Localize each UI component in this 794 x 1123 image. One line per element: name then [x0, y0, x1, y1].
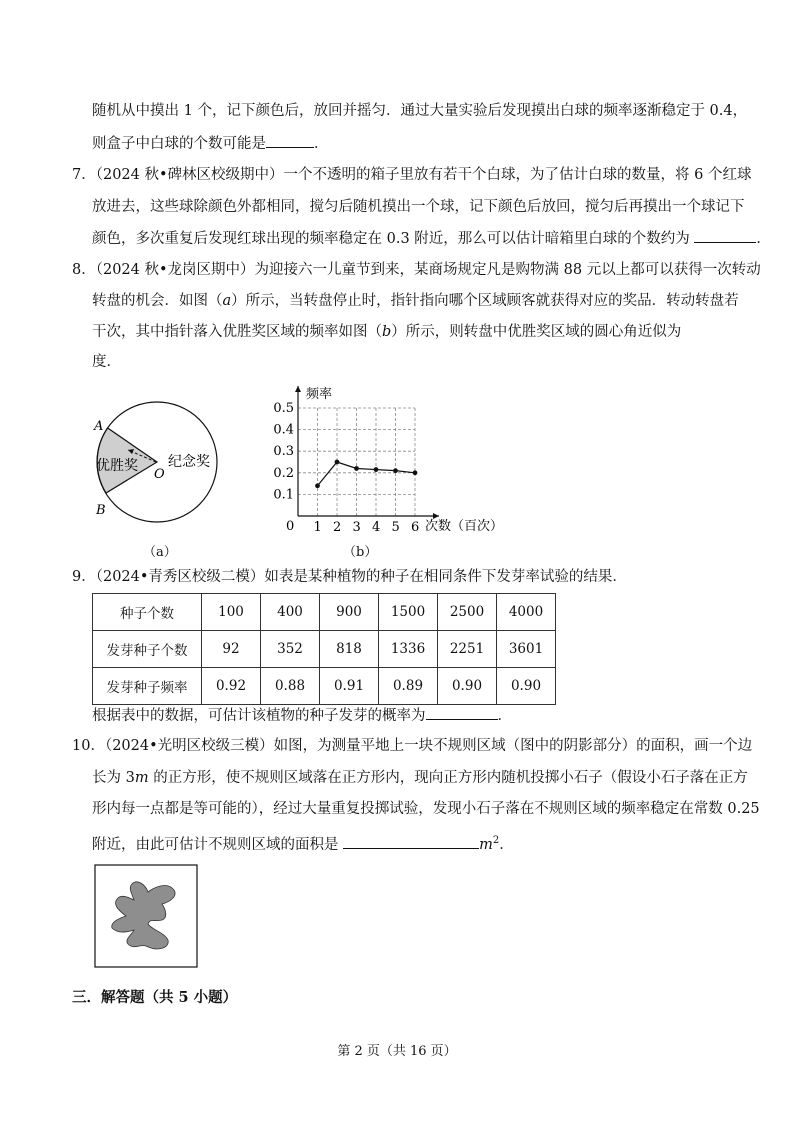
row-header-cell: 种子个数 — [93, 594, 202, 631]
y-axis-arrow — [295, 386, 301, 392]
table-cell: 400 — [261, 594, 320, 631]
table-cell: 0.88 — [261, 668, 320, 705]
x-tick-label: 4 — [372, 520, 381, 535]
x-tick-label: 1 — [313, 520, 322, 535]
table-cell: 3601 — [497, 631, 556, 668]
q10-line-1: 10．（2024•光明区校级三模）如图，为测量平地上一块不规则区域（图中的阴影部分）的面积，画一个边 — [72, 738, 753, 754]
q8-line-1: 8．（2024 秋•龙岗区期中）为迎接六一儿童节到来，某商场规定凡是购物满 88 元以上都可以获得一次转动 — [72, 262, 761, 278]
table-cell: 2251 — [438, 631, 497, 668]
winner-prize-label: 优胜奖 — [96, 458, 138, 474]
table-cell: 2500 — [438, 594, 497, 631]
x-tick-label: 5 — [391, 520, 400, 535]
table-row — [93, 631, 556, 668]
table-cell: 0.90 — [438, 668, 497, 705]
unit-m: m — [134, 770, 149, 786]
data-point — [374, 467, 379, 472]
q9-text: 根据表中的数据，可估计该植物的种子发芽的概率为 — [92, 708, 426, 724]
point-b-label: B — [96, 503, 106, 518]
table-row — [93, 668, 556, 705]
q10-text: 附近，由此可估计不规则区域的面积是 — [92, 836, 339, 853]
table-cell: 900 — [320, 594, 379, 631]
data-point — [315, 483, 320, 488]
table-cell: 818 — [320, 631, 379, 668]
table-cell: 4000 — [497, 594, 556, 631]
q6-end: ． — [314, 136, 329, 152]
x-axis-title: 次数（百次） — [425, 519, 504, 534]
spinner-figure — [86, 400, 226, 540]
q9-end: ． — [497, 708, 512, 724]
frequency-chart — [273, 344, 518, 535]
table-cell: 0.90 — [497, 668, 556, 705]
q7-line-2: 放进去，这些球除颜色外都相同，搅匀后随机摸出一个球，记下颜色后放回，搅匀后再摸出一个球记下 — [92, 199, 745, 215]
q8-line-4: 度． — [92, 354, 121, 370]
y-tick-label: 0.1 — [273, 487, 294, 503]
page-footer: 第 2 页（共 16 页） — [337, 1044, 457, 1059]
section-heading: 三．解答题（共 5 小题） — [72, 989, 238, 1006]
row-header-cell: 发芽种子个数 — [93, 631, 202, 668]
q10-text: 长为 3 — [92, 770, 135, 786]
x-tick-label: 6 — [411, 520, 420, 535]
q7-text: 颜色，多次重复后发现红球出现的频率稳定在 0.3 附近，那么可以估计暗箱里白球的个数约为 — [92, 231, 690, 247]
germination-table — [92, 593, 556, 705]
data-point — [354, 466, 359, 471]
irregular-region-figure — [94, 864, 198, 968]
frequency-series-line — [318, 462, 416, 486]
q6-line-2 — [92, 133, 329, 154]
q10-line-3: 形内每一点都是等可能的），经过大量重复投掷试验，发现小石子落在不规则区域的频率稳定在常数 0.25 — [92, 801, 760, 817]
q10-line-4 — [92, 831, 514, 855]
q8-text: ）所示，则转盘中优胜奖区域的圆心角近似为 — [391, 324, 682, 340]
table-cell: 0.89 — [379, 668, 438, 705]
table-cell: 0.91 — [320, 668, 379, 705]
q7-line-1: 7．（2024 秋•碑林区校级期中）一个不透明的箱子里放有若干个白球，为了估计白球的数量，将 6 个红球 — [72, 167, 752, 183]
q8-text: 转盘的机会．如图（ — [92, 293, 223, 309]
data-point — [413, 470, 418, 475]
q8-text: ）所示，当转盘停止时，指针指向哪个区域顾客就获得对应的奖品．转动转盘若 — [231, 293, 739, 309]
q7-end: ． — [756, 231, 771, 247]
table-cell: 1336 — [379, 631, 438, 668]
table-cell: 1500 — [379, 594, 438, 631]
y-axis-title: 频率 — [306, 387, 333, 402]
figure-ref-b: b — [382, 324, 392, 340]
y-tick-label: 0.5 — [273, 401, 294, 416]
row-header-cell: 发芽种子频率 — [93, 668, 202, 705]
y-tick-label: 0.4 — [273, 422, 294, 438]
q8-line-3 — [92, 322, 681, 342]
q9-intro: 9．（2024•青秀区校级二模）如表是某种植物的种子在相同条件下发芽率试验的结果． — [72, 569, 627, 585]
x-tick-label: 2 — [333, 520, 342, 535]
unit-exponent: 2 — [492, 835, 500, 846]
figure-ref-a: a — [222, 293, 232, 309]
table-row — [93, 594, 556, 631]
q6-text: 则盒子中白球的个数可能是 — [92, 136, 266, 152]
answer-blank[interactable] — [426, 705, 498, 720]
data-point — [335, 460, 340, 465]
q10-line-2 — [92, 768, 748, 788]
answer-blank[interactable] — [266, 133, 314, 148]
q8-line-2 — [92, 291, 739, 311]
y-tick-label: 0.3 — [273, 444, 294, 460]
y-tick-label: 0.2 — [273, 465, 294, 481]
q10-end: ． — [499, 836, 514, 853]
table-cell: 100 — [202, 594, 261, 631]
souvenir-prize-label: 纪念奖 — [168, 454, 210, 470]
q7-line-3 — [92, 228, 771, 249]
answer-blank[interactable] — [694, 228, 756, 243]
origin-label: 0 — [286, 519, 295, 534]
center-o-label: O — [154, 467, 165, 482]
data-point — [393, 468, 398, 473]
q8-text: 干次，其中指针落入优胜奖区域的频率如图（ — [92, 324, 382, 340]
point-a-label: A — [94, 419, 104, 434]
q9-conclusion — [92, 705, 512, 726]
figure-b-caption: （b） — [343, 545, 378, 560]
unit-m: m — [479, 836, 493, 853]
x-tick-label: 3 — [352, 520, 361, 535]
table-cell: 352 — [261, 631, 320, 668]
figure-a-caption: （a） — [143, 545, 177, 560]
table-cell: 0.92 — [202, 668, 261, 705]
q6-line-1: 随机从中摸出 1 个，记下颜色后，放回并摇匀．通过大量实验后发现摸出白球的频率逐渐稳定于 0.4， — [92, 103, 748, 119]
table-cell: 92 — [202, 631, 261, 668]
answer-blank[interactable] — [343, 834, 479, 849]
q10-text: 的正方形，使不规则区域落在正方形内，现向正方形内随机投掷小石子（假设小石子落在正方 — [148, 770, 748, 786]
